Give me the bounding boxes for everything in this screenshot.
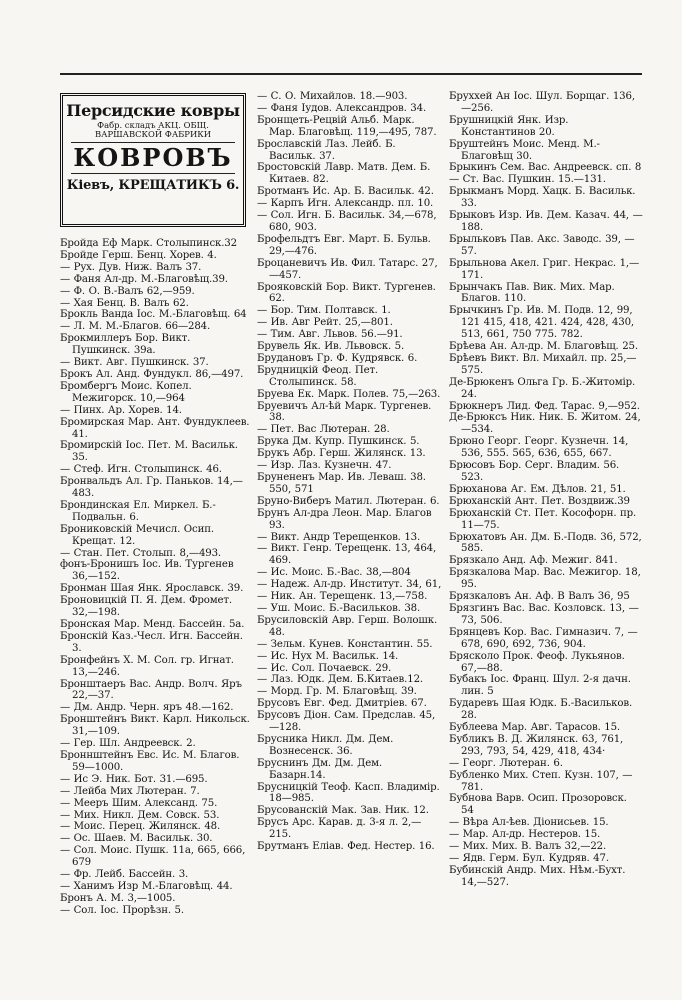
directory-entry: — Изр. Лаз. Кузнечн. 47. [257, 460, 392, 472]
column-left [60, 238, 250, 917]
directory-entry: Бублеева Мар. Авг. Тарасов. 15. [449, 722, 621, 734]
directory-entry: — Пет. Вас Лютеран. 28. [257, 424, 390, 436]
directory-entry: — Дм. Андр. Черн. яръ 48.—162. [60, 702, 234, 714]
directory-entry: Брясколо Прок. Феоф. Лукьянов. 67,—88. [449, 650, 625, 674]
directory-entry: Брутманъ Еліав. Фед. Нестер. 16. [257, 841, 435, 853]
directory-entry: Бронштейнъ Викт. Карл. Никольск. 31,—109. [60, 714, 250, 738]
directory-entry: Бройда Еф Марк. Столыпинск.32 [60, 238, 237, 249]
directory-entry: Брука Дм. Купр. Пушкинск. 5. [257, 436, 420, 448]
directory-entry: Брусъ Арс. Карав. д. 3-я л. 2,—215. [257, 817, 422, 841]
directory-entry: Брославскій Лаз. Лейб. Б. Васильк. 37. [257, 138, 396, 162]
directory-entry: — Викт. Авг. Пушкинск. 37. [60, 357, 209, 369]
directory-entry: Брюно Георг. Георг. Кузнечн. 14, 536, 555. 565, 636, 655, 667. [449, 436, 629, 460]
directory-entry: — Рух. Дув. Ниж. Валъ 37. [60, 261, 202, 273]
directory-entry: — Лаз. Юдк. Дем. Б.Китаев.12. [257, 674, 423, 686]
directory-entry: Брондинская Ел. Миркел. Б.-Подвальн. 6. [60, 499, 216, 523]
directory-entry: Брусника Никл. Дм. Дем. Вознесенск. 36. [257, 733, 394, 757]
directory-entry: Бромбергъ Моис. Копел. Межигорск. 10,—964 [60, 380, 192, 404]
directory-entry: Брунъ Ал-дра Леон. Мар. Благов 93. [257, 507, 432, 531]
ad-headline: КОВРОВЪ [71, 142, 235, 174]
directory-entry: — Ник. Ан. Терещенк. 13,—758. [257, 591, 428, 603]
directory-entry: — Хая Бенц. В. Валъ 62. [60, 297, 189, 309]
directory-entry: Брудановъ Гр. Ф. Кудрявск. 6. [257, 352, 418, 364]
directory-entry: — Фаня Ал-др. М.-Благовѣщ.39. [60, 273, 228, 285]
directory-entry: — Моис. Перец. Жилянск. 48. [60, 821, 221, 833]
directory-entry: — Гер. Шл. Андреевск. 2. [60, 738, 196, 750]
directory-entry: Бубленко Мих. Степ. Кузн. 107, —781. [449, 769, 633, 793]
directory-entry: Брянцевъ Кор. Вас. Гимназич. 7, —678, 690, 692, 736, 904. [449, 626, 638, 650]
directory-entry: Брунененъ Мар. Ив. Леваш. 38. 550, 571 [257, 472, 426, 495]
directory-entry: Брофельдтъ Евг. Март. Б. Бульв. 29,—476. [257, 233, 431, 257]
directory-entry: Брояковскій Бор. Викт. Тургенев. 62. [257, 281, 436, 305]
directory-entry: — Тим. Авг. Львов. 56.—91. [257, 329, 403, 341]
directory-entry: — Георг. Лютеран. 6. [449, 757, 563, 769]
directory-entry: Бромирская Мар. Ант. Фундуклеев. 41. [60, 416, 250, 440]
directory-entry: — Л. М. М.-Благов. 66—284. [60, 321, 211, 333]
directory-entry: — Мееръ Шим. Александ. 75. [60, 797, 218, 809]
directory-entry: Брюсовъ Бор. Серг. Владим. 56. 523. [449, 460, 620, 483]
directory-entry: Де-Брюкенъ Ольга Гр. Б.-Житомір. 24. [449, 376, 636, 400]
ad-title: Персидские ковры [66, 101, 240, 120]
directory-entry: Брязкаловъ Ан. Аф. В Валъ 36, 95 [449, 591, 630, 603]
directory-entry: — Мих. Никл. Дем. Совск. 53. [60, 809, 220, 821]
directory-entry: — Морд. Гр. М. Благовѣщ. 39. [257, 686, 417, 698]
directory-entry: Бубликъ В. Д. Жилянск. 63, 761, 293, 793, 54, 429, 418, 434· [449, 733, 624, 757]
directory-entry: Брушницкій Янк. Изр. Константинов 20. [449, 114, 569, 138]
directory-entry: Брюханскій Ант. Пет. Воздвиж.39 [449, 495, 630, 507]
directory-entry: — Сол. Моис. Пушк. 11а, 665, 666, 679 [60, 845, 246, 869]
directory-entry: — Пинх. Ар. Хорев. 14. [60, 404, 182, 416]
directory-entry: Брониковскій Мечисл. Осип. Крещат. 12. [60, 523, 214, 547]
directory-entry: Брязкало Анд. Аф. Межиг. 841. [449, 555, 618, 567]
directory-entry: Брычкинъ Гр. Ив. М. Подв. 12, 99, 121 415, 418, 421. 424, 428, 430, 513, 661, 750 775. 782. [449, 305, 635, 341]
directory-entry: Бруснинъ Дм. Дм. Дем. Базарн.14. [257, 757, 382, 781]
directory-entry: Бруевичъ Ал-ѣй Марк. Тургенев. 38. [257, 400, 432, 424]
directory-entry: Бубинскій Андр. Мих. Нѣм.-Бухт. 14,—527. [449, 864, 626, 888]
carpet-advertisement [60, 93, 246, 227]
directory-entry: — Фаня Іудов. Александров. 34. [257, 102, 427, 114]
ad-address: Кіевъ, КРЕЩАТИКЪ 6. [66, 178, 240, 193]
directory-entry: Брудницкій Феод. Пет. Столыпинск. 58. [257, 364, 379, 388]
directory-entry: Брыкинъ Сем. Вас. Андреевск. сп. 8 [449, 162, 642, 174]
directory-entry: Бруева Ек. Марк. Полев. 75,—263. [257, 388, 441, 400]
directory-entry: Брусовъ Діон. Сам. Предслав. 45,—128. [257, 710, 436, 734]
directory-entry: Бронскій Каз.-Чесл. Игн. Бассейн. 3. [60, 630, 243, 654]
directory-entry: — Зельм. Кунев. Константин. 55. [257, 638, 433, 650]
directory-entry: фонъ-Бронишъ Іос. Ив. Тургенев 36,—152. [60, 559, 234, 583]
directory-entry: Брусовъ Евг. Фед. Дмитріев. 67. [257, 698, 427, 710]
directory-entry: Бронская Мар. Менд. Бассейн. 5а. [60, 619, 245, 630]
directory-entry: Брюхатовъ Ан. Дм. Б.-Подв. 36, 572, 585. [449, 531, 642, 555]
directory-entry: Бронвальдъ Ал. Гр. Паньков. 14,—483. [60, 476, 243, 500]
directory-entry: — Ос. Шаев. М. Васильк. 30. [60, 833, 213, 845]
directory-entry: Бротманъ Ис. Ар. Б. Васильк. 42. [257, 186, 434, 198]
directory-entry: Де-Брюксъ Ник. Ник. Б. Житом. 24,—534. [449, 412, 641, 436]
directory-entry: — Фр. Лейб. Бассейн. 3. [60, 869, 189, 881]
directory-entry: Брѣева Ан. Ал-др. М. Благовѣщ. 25. [449, 341, 638, 353]
directory-entry: — Викт. Андр Терещенков. 13. [257, 531, 421, 543]
directory-entry: — Сол. Іос. Прорѣзн. 5. [60, 904, 184, 916]
directory-entry: Брюкнеръ Лид. Фед. Тарас. 9,—952. [449, 400, 640, 412]
directory-entry: Брусиловскій Авр. Герш. Волошк. 48. [257, 614, 438, 638]
directory-entry: — Ис. Сол. Почаевск. 29. [257, 662, 392, 674]
directory-entry: — Ханимъ Изр М.-Благовѣщ. 44. [60, 880, 233, 892]
directory-entry: Бронъ А. М. 3,—1005. [60, 892, 176, 904]
directory-entry: — С. О. Михайлов. 18.—903. [257, 91, 408, 102]
directory-entry: Брюханова Аг. Ем. Дѣлов. 21, 51. [449, 483, 626, 495]
directory-entry: — Вѣра Ал-ѣев. Діонисьев. 15. [449, 817, 609, 829]
directory-entry: Бубнова Варв. Осип. Прозоровск. 54 [449, 793, 627, 817]
directory-entry: Брыковъ Изр. Ив. Дем. Казач. 44, —188. [449, 210, 643, 233]
directory-entry: — Ис. Нух М. Васильк. 14. [257, 650, 399, 662]
directory-entry: Брюханскій Ст. Пет. Кософорн. пр. 11—75. [449, 507, 637, 531]
directory-entry: — Стеф. Игн. Столыпинск. 46. [60, 464, 222, 476]
directory-entry: — Ядв. Герм. Бул. Кудряв. 47. [449, 853, 609, 864]
directory-entry: Бронщеть-Рецвій Альб. Марк. Мар. Благовѣщ. 119,—495, 787. [257, 114, 437, 138]
directory-entry: — Уш. Моис. Б.-Васильков. 38. [257, 602, 421, 614]
header-rule [60, 73, 642, 75]
directory-entry: Брыльковъ Пав. Акс. Заводс. 39, —57. [449, 233, 635, 257]
directory-entry: Бубакъ Іос. Франц. Шул. 2-я дачн. лин. 5 [449, 674, 631, 698]
directory-entry: — Ст. Вас. Пушкин. 15.—131. [449, 174, 606, 186]
directory-entry: Брязкалова Мар. Вас. Межигор. 18, 95. [449, 567, 641, 591]
directory-entry: Бройде Герш. Бенц. Хорев. 4. [60, 249, 217, 261]
directory-entry: — Сол. Игн. Б. Васильк. 34,—678, 680, 903. [257, 210, 437, 233]
directory-entry: Брыльнова Акел. Григ. Некрас. 1,—171. [449, 257, 640, 281]
directory-entry: — Ив. Авг Рейт. 25,—801. [257, 317, 393, 329]
column-middle [257, 91, 442, 853]
directory-entry: Бронштаеръ Вас. Андр. Волч. Яръ 22,—37. [60, 678, 242, 702]
directory-entry: Бронфейнъ Х. М. Сол. гр. Игнат. 13,—246. [60, 654, 234, 678]
directory-entry: Броновицкій П. Я. Дем. Фромет. 32,—198. [60, 595, 233, 619]
directory-entry: Брязгинъ Вас. Вас. Козловск. 13, —73, 506. [449, 602, 639, 626]
directory-entry: — Викт. Генр. Терещенк. 13, 464, 469. [257, 543, 437, 567]
directory-entry: — Мих. Мих. В. Валъ 32,—22. [449, 841, 607, 853]
directory-entry: — Надеж. Ал-др. Институт. 34, 61, [257, 579, 442, 591]
directory-entry: Брокъ Ал. Анд. Фундукл. 86,—497. [60, 368, 244, 380]
directory-entry: — Лейба Мих Лютеран. 7. [60, 785, 200, 797]
directory-entry: Брукъ Абр. Герш. Жилянск. 13. [257, 448, 426, 460]
directory-entry: Бруно-Виберъ Матил. Лютеран. 6. [257, 495, 440, 507]
directory-entry: Броннштейнъ Евс. Ис. М. Благов. 59—1000. [60, 749, 240, 773]
directory-entry: — Бор. Тим. Полтавск. 1. [257, 305, 391, 317]
directory-entry: Бруххей Ан Іос. Шул. Борщаг. 136,—256. [449, 91, 635, 114]
directory-entry: Брыкманъ Морд. Хацк. Б. Васильк. 33. [449, 186, 636, 210]
directory-entry: Брокль Ванда Іос. М.-Благовѣщ. 64 [60, 309, 247, 321]
directory-entry: Бруштейнъ Моис. Менд. М.-Благовѣщ 30. [449, 138, 600, 162]
directory-entry: Брусованскій Мак. Зав. Ник. 12. [257, 805, 429, 817]
column-right [449, 91, 643, 889]
directory-entry: Броцаневичъ Ив. Фил. Татарс. 27,—457. [257, 257, 438, 281]
directory-entry: — Ф. О. В.-Валъ 62,—959. [60, 285, 195, 297]
directory-entry: — Стан. Пет. Столып. 8,—493. [60, 547, 222, 559]
directory-entry: Брынчакъ Пав. Вик. Мих. Мар. Благов. 110. [449, 281, 615, 305]
directory-entry: Брокмиллеръ Бор. Викт. Пушкинск. 39а. [60, 333, 191, 357]
directory-entry: — Карпъ Игн. Александр. пл. 10. [257, 198, 434, 210]
directory-entry: — Мар. Ал-др. Нестеров. 15. [449, 829, 601, 841]
ad-subtitle: Фабр. складъ АКЦ. ОБЩ. ВАРШАВСКОЙ ФАБРИКИ [94, 120, 212, 139]
directory-entry: Брусницкій Теоф. Касп. Владимір. 18—985. [257, 781, 440, 805]
directory-entry: Бростовскій Лавр. Матв. Дем. Б. Китаев. 82. [257, 162, 431, 186]
directory-entry: — Ис. Моис. Б.-Вас. 38,—804 [257, 567, 411, 579]
directory-entry: Бромирскій Іос. Пет. М. Васильк. 35. [60, 440, 238, 464]
directory-entry: Бронман Шая Янк. Ярославск. 39. [60, 583, 244, 595]
directory-entry: Брувель Як. Ив. Львовск. 5. [257, 341, 405, 353]
directory-entry: Бударевъ Шая Юдк. Б.-Васильков. 28. [449, 698, 633, 722]
directory-entry: — Ис Э. Ник. Бот. 31.—695. [60, 773, 208, 785]
directory-entry: Брѣевъ Викт. Вл. Михайл. пр. 25,—575. [449, 352, 637, 376]
